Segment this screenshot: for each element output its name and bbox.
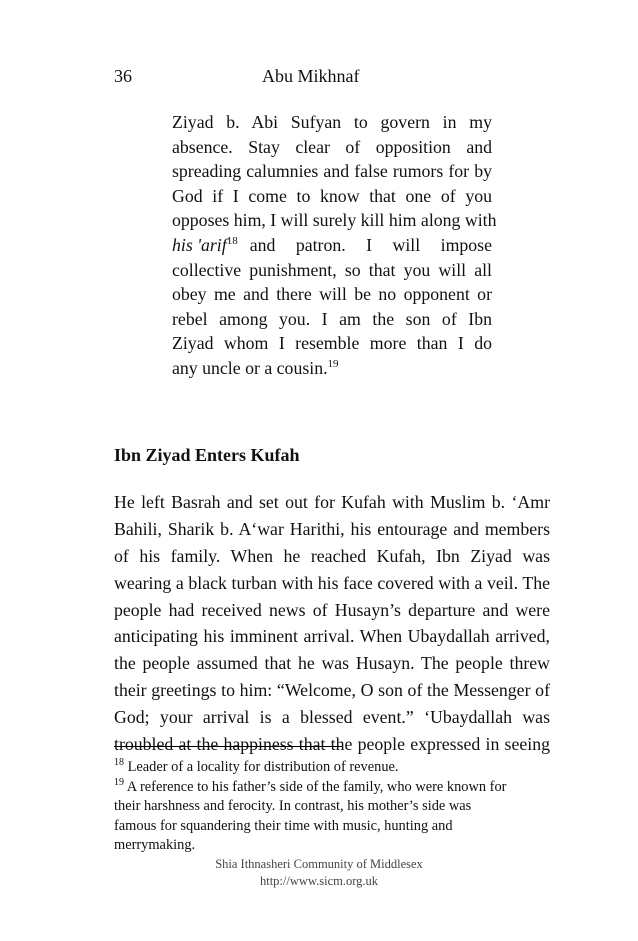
footnote-line: famous for squandering their time with music, hunting and [114,817,453,834]
quote-line: absence. Stay clear of opposition and [172,136,492,157]
quote-fragment: and patron. I will impose [249,234,492,255]
footnote-number: 18 [114,757,124,769]
body-line: people had received news of Husayn’s departure and were [114,599,550,620]
footnote-18 [114,758,554,778]
quote-fragment [172,233,238,258]
footnote-line: their harshness and ferocity. In contrast, his mother’s side was [114,798,472,814]
footnotes [114,758,554,856]
footnote-line: merrymaking. [114,837,196,853]
page-number: 36 [114,66,132,86]
body-line: anticipating his imminent arrival. When Ubaydallah arrived, [114,626,550,647]
footnote-divider [114,746,342,747]
footnote-ref-19: 19 [327,358,339,371]
body-line: the people assumed that he was Husayn. The people threw [114,653,550,674]
quote-line: Ziyad b. Abi Sufyan to govern in my [172,112,492,132]
body-line: troubled at the happiness that the people expressed in seeing [114,734,550,755]
running-title: Abu Mikhnaf [262,66,360,86]
arif-term: his 'arif [172,234,227,255]
quote-line: spreading calumnies and false rumors for by [172,161,492,182]
footer-organization: Shia Ithnasheri Community of Middlesex [215,857,423,871]
body-paragraph [114,489,550,758]
section-title: Ibn Ziyad Enters Kufah [114,445,300,465]
quote-line: Ziyad whom I resemble more than I do [172,333,492,354]
footnote-number: 19 [114,776,124,788]
body-line: Bahili, Sharik b. A‘war Harithi, his entourage and members [114,518,550,539]
quote-line: opposes him, I will surely kill him along with [172,210,497,231]
footnote-text: A reference to his father’s side of the family, who were known for [124,778,507,795]
body-line: God; your arrival is a blessed event.” ‘Ubaydallah was [114,707,550,728]
quote-line: rebel among you. I am the son of Ibn [172,308,492,329]
footnote-ref-18: 18 [226,235,238,248]
quote-line [172,356,492,381]
quote-fragment: any uncle or a cousin. [172,357,328,378]
body-line: of his family. When he reached Kufah, Ibn Ziyad was [114,545,550,566]
footnote-text: Leader of a locality for distribution of revenue. [124,759,399,775]
footer-url: http://www.sicm.org.uk [259,874,379,888]
quote-line: obey me and there will be no opponent or [172,284,492,305]
quote-line: collective punishment, so that you will all [172,259,492,280]
body-line: their greetings to him: “Welcome, O son of the Messenger of [114,680,550,701]
block-quote [172,110,497,381]
footnote-19 [114,778,554,798]
quote-line [172,233,492,258]
body-line: He left Basrah and set out for Kufah with Muslim b. ‘Amr [114,492,550,512]
quote-line: God if I come to know that one of you [172,185,492,206]
body-line: wearing a black turban with his face covered with a veil. The [114,572,550,593]
